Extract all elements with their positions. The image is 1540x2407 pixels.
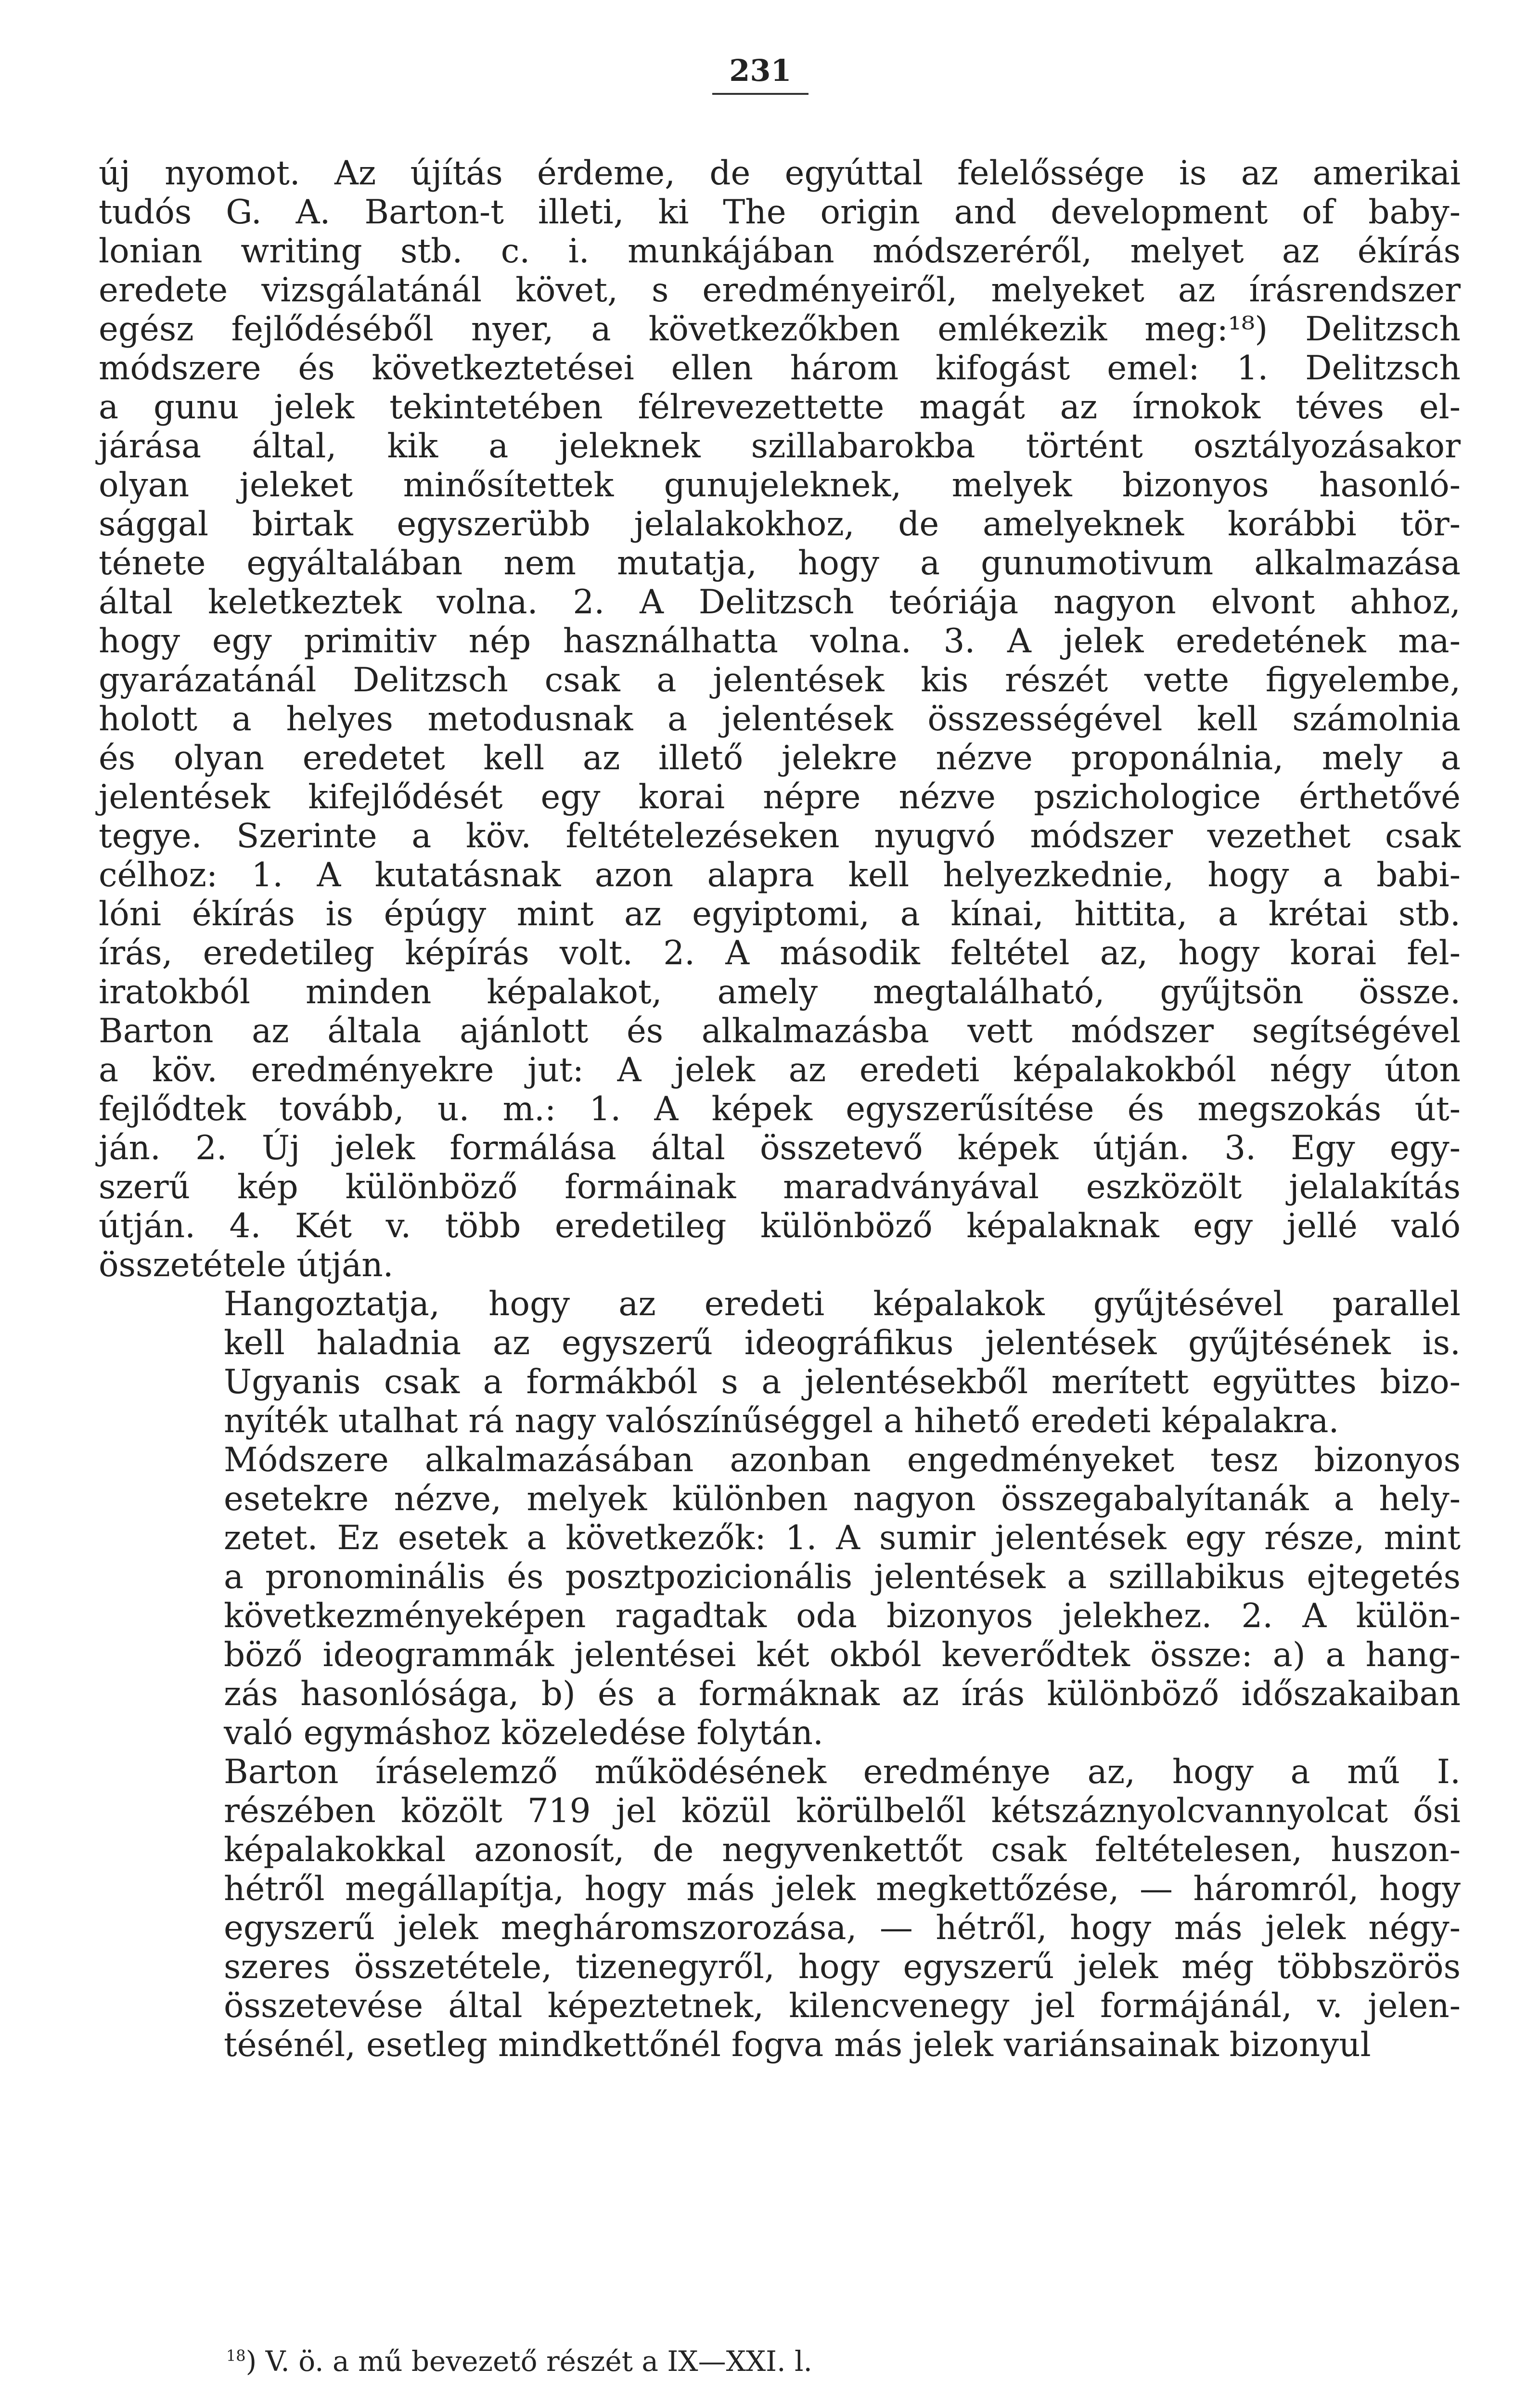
text-line: összetétele útján. — [99, 1246, 394, 1284]
text-line: részében közölt 719 jel közül körülbelől kétszáznyolcvannyolcat ősi — [224, 1792, 1461, 1830]
text-line: írás, eredetileg képírás volt. 2. A második feltétel az, hogy korai fel- — [99, 934, 1461, 972]
text-line: fejlődtek tovább, u. m.: 1. A képek egyszerűsítése és megszokás út- — [99, 1090, 1461, 1128]
text-line: ján. 2. Új jelek formálása által összetevő képek útján. 3. Egy egy- — [99, 1129, 1461, 1167]
text-line: böző ideogrammák jelentései két okból keverődtek össze: a) a hang- — [224, 1636, 1461, 1674]
text-line: szeres összetétele, tizenegyről, hogy egyszerű jelek még többszörös — [224, 1948, 1461, 1986]
text-line: olyan jeleket minősítettek gunujeleknek, melyek bizonyos hasonló- — [99, 466, 1461, 505]
text-line: jelentések kifejlődését egy korai népre nézve pszichologice érthetővé — [99, 778, 1461, 816]
text-line: tésénél, esetleg mindkettőnél fogva más jelek variánsainak bizonyul — [224, 2026, 1371, 2064]
text-line: zás hasonlósága, b) és a formáknak az írás különböző időszakaiban — [224, 1675, 1461, 1713]
text-line: és olyan eredetet kell az illető jelekre nézve proponálnia, mely a — [99, 739, 1461, 777]
text-line: útján. 4. Két v. több eredetileg különböző képalaknak egy jellé való — [99, 1207, 1461, 1245]
text-line: holott a helyes metodusnak a jelentések összességével kell számolnia — [99, 700, 1461, 738]
paragraph — [99, 1285, 1461, 1441]
text-line: a köv. eredményekre jut: A jelek az eredeti képalakokból négy úton — [99, 1051, 1461, 1089]
text-line: ténete egyáltalában nem mutatja, hogy a gunumotivum alkalmazása — [99, 544, 1461, 582]
text-line: célhoz: 1. A kutatásnak azon alapra kell helyezkednie, hogy a babi- — [99, 856, 1461, 894]
text-line: Hangoztatja, hogy az eredeti képalakok gyűjtésével parallel — [224, 1285, 1461, 1323]
text-line: egész fejlődéséből nyer, a következőkben emlékezik meg:¹⁸) Delitzsch — [99, 310, 1461, 349]
footnote-marker: 18 — [226, 2346, 246, 2365]
text-line: eredete vizsgálatánál követ, s eredményeiről, melyeket az írásrendszer — [99, 271, 1461, 310]
text-line: Barton íráselemző működésének eredménye az, hogy a mű I. — [224, 1753, 1461, 1791]
text-line: új nyomot. Az újítás érdeme, de egyúttal felelőssége is az amerikai — [99, 154, 1461, 193]
text-line: hogy egy primitiv nép használhatta volna. 3. A jelek eredetének ma- — [99, 622, 1461, 660]
text-line: Ugyanis csak a formákból s a jelentésekből merített együttes bizo- — [224, 1363, 1461, 1401]
footnote-text: ) V. ö. a mű bevezető részét a IX—XXI. l. — [245, 2345, 812, 2378]
text-line: járása által, kik a jeleknek szillabarokba történt osztályozásakor — [99, 427, 1461, 466]
text-line: lóni ékírás is épúgy mint az egyiptomi, a kínai, hittita, a krétai stb. — [99, 895, 1461, 933]
text-line: szerű kép különböző formáinak maradványával eszközölt jelalakítás — [99, 1168, 1461, 1206]
footnote — [226, 2344, 1429, 2378]
text-line: Módszere alkalmazásában azonban engedményeket tesz bizonyos — [224, 1441, 1461, 1479]
text-line: gyarázatánál Delitzsch csak a jelentések kis részét vette figyelembe, — [99, 661, 1461, 699]
text-line: módszere és következtetései ellen három kifogást emel: 1. Delitzsch — [99, 349, 1461, 388]
text-line: képalakokkal azonosít, de negyvenkettőt csak feltételesen, huszon- — [224, 1831, 1461, 1869]
page-number: 231 — [712, 53, 808, 95]
text-line: a pronominális és posztpozicionális jelentések a szillabikus ejtegetés — [224, 1558, 1461, 1596]
text-line: által keletkeztek volna. 2. A Delitzsch teóriája nagyon elvont ahhoz, — [99, 583, 1461, 621]
text-line: tudós G. A. Barton-t illeti, ki The origin and development of baby- — [99, 193, 1461, 232]
text-line: sággal birtak egyszerübb jelalakokhoz, de amelyeknek korábbi tör- — [99, 505, 1461, 544]
text-line: iratokból minden képalakot, amely megtalálható, gyűjtsön össze. — [99, 973, 1461, 1011]
body-text — [99, 154, 1461, 2065]
text-line: egyszerű jelek megháromszorozása, — hétről, hogy más jelek négy- — [224, 1909, 1461, 1947]
text-line: a gunu jelek tekintetében félrevezettette magát az írnokok téves el- — [99, 388, 1461, 427]
text-line: következményeképen ragadtak oda bizonyos jelekhez. 2. A külön- — [224, 1597, 1461, 1635]
text-line: összetevése által képeztetnek, kilencvenegy jel formájánál, v. jelen- — [224, 1987, 1461, 2025]
paragraph — [99, 1441, 1461, 1753]
paragraph — [99, 1753, 1461, 2065]
text-line: hétről megállapítja, hogy más jelek megkettőzése, — háromról, hogy — [224, 1870, 1461, 1908]
text-line: lonian writing stb. c. i. munkájában módszeréről, melyet az ékírás — [99, 232, 1461, 271]
paragraph — [99, 154, 1461, 1285]
text-line: esetekre nézve, melyek különben nagyon összegabalyítanák a hely- — [224, 1480, 1461, 1518]
text-line: tegye. Szerinte a köv. feltételezéseken nyugvó módszer vezethet csak — [99, 817, 1461, 855]
text-line: zetet. Ez esetek a következők: 1. A sumir jelentések egy része, mint — [224, 1519, 1461, 1557]
text-line: Barton az általa ajánlott és alkalmazásba vett módszer segítségével — [99, 1012, 1461, 1050]
text-line: való egymáshoz közeledése folytán. — [224, 1714, 823, 1752]
text-line: kell haladnia az egyszerű ideográfikus jelentések gyűjtésének is. — [224, 1324, 1461, 1362]
text-line: nyíték utalhat rá nagy valószínűséggel a hihető eredeti képalakra. — [224, 1402, 1339, 1440]
